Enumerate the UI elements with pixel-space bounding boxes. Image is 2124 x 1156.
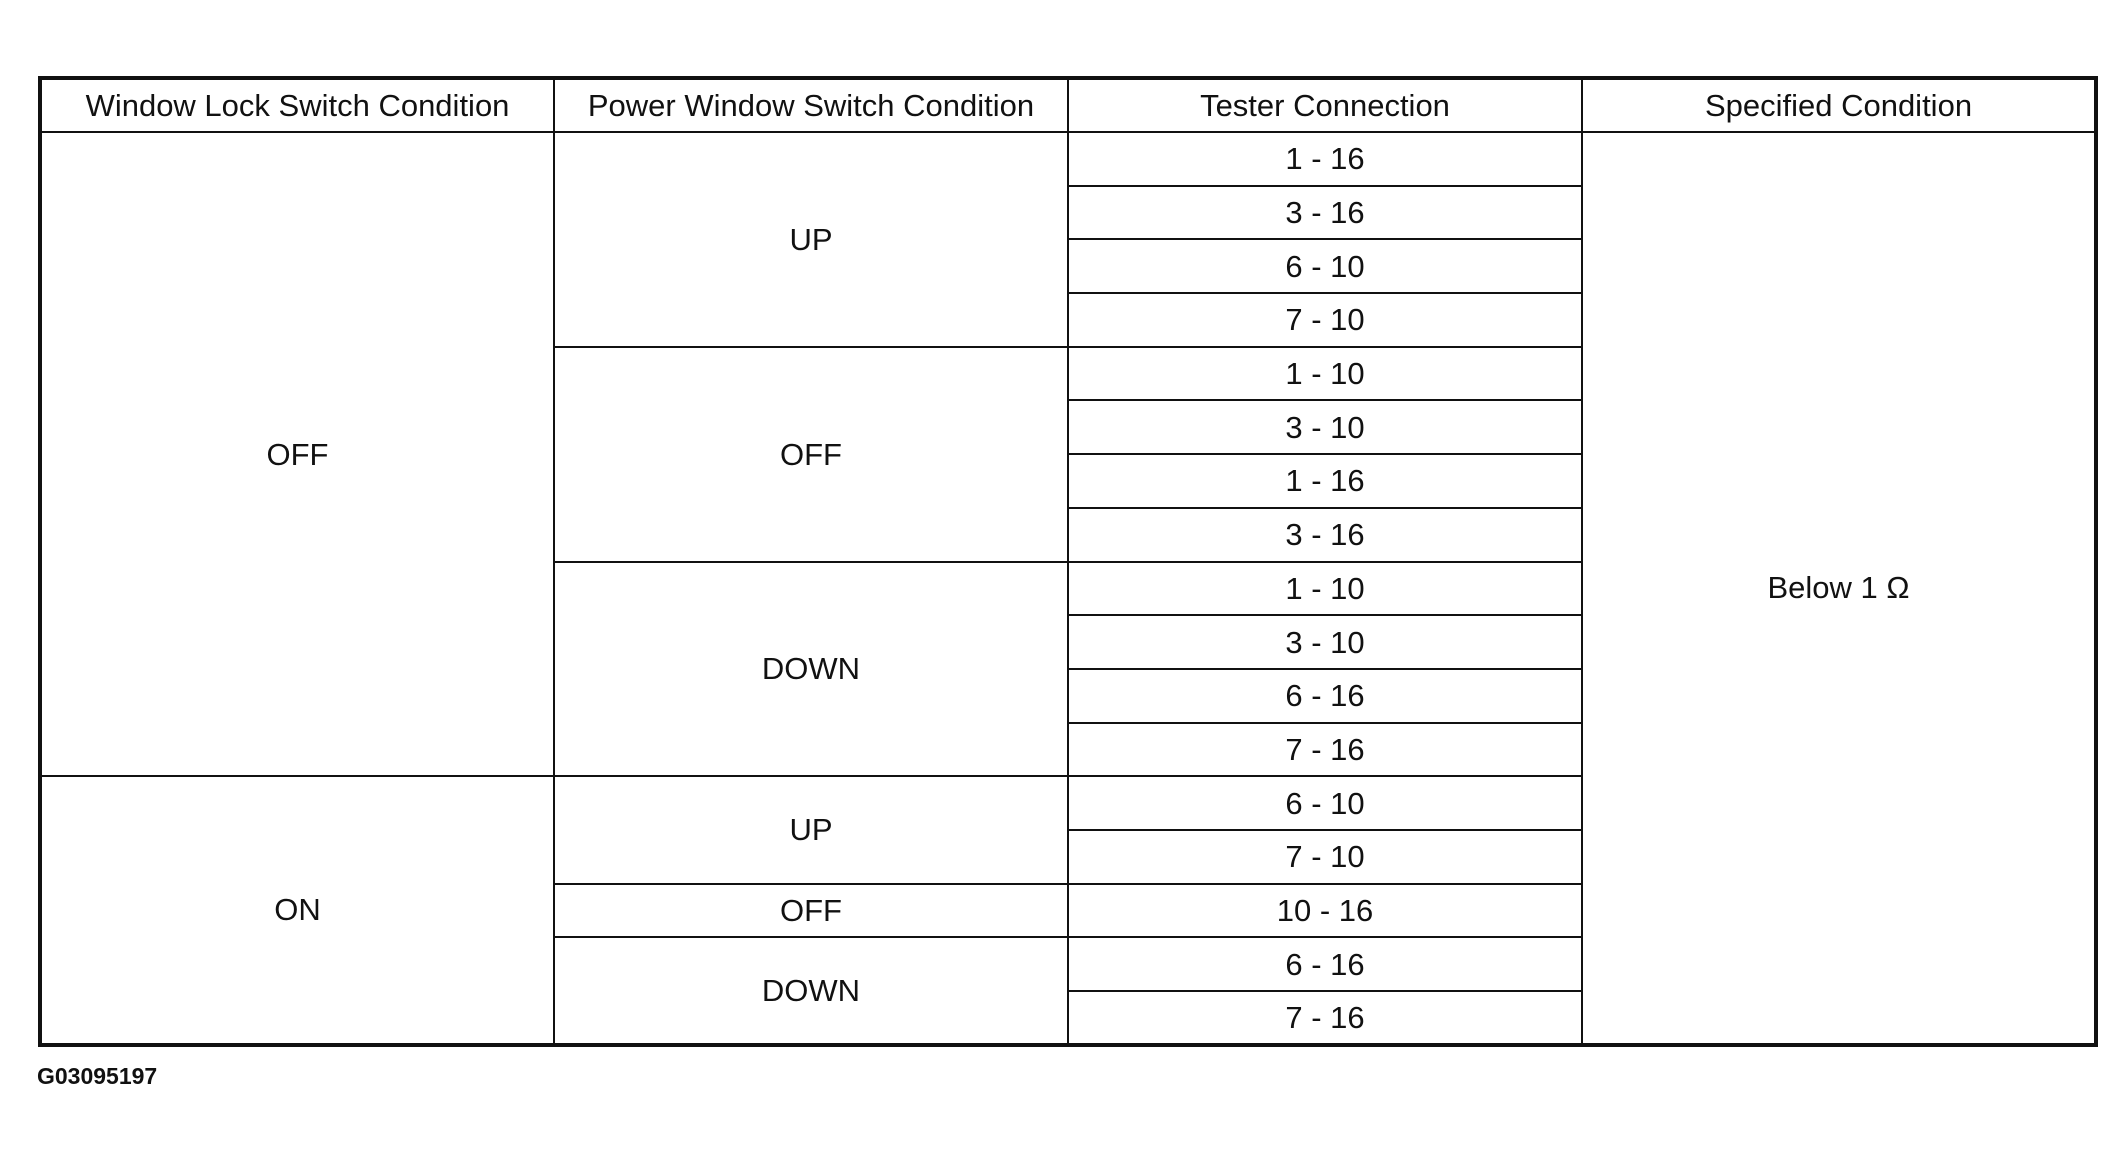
tester-connection-cell: 1 - 10 (1068, 347, 1582, 401)
header-tester-connection: Tester Connection (1068, 78, 1582, 132)
switch-inspection-table (38, 76, 2098, 1047)
tester-connection-cell: 3 - 10 (1068, 400, 1582, 454)
power-window-condition-cell: UP (554, 776, 1068, 883)
tester-connection-cell: 6 - 10 (1068, 776, 1582, 830)
table-row (40, 132, 2096, 186)
specified-condition-cell: Below 1 Ω (1582, 132, 2096, 1045)
tester-connection-cell: 1 - 16 (1068, 132, 1582, 186)
power-window-condition-cell: OFF (554, 884, 1068, 938)
header-window-lock-switch-condition: Window Lock Switch Condition (40, 78, 554, 132)
header-power-window-switch-condition: Power Window Switch Condition (554, 78, 1068, 132)
tester-connection-cell: 7 - 16 (1068, 991, 1582, 1045)
tester-connection-cell: 6 - 16 (1068, 669, 1582, 723)
window-lock-condition-cell: ON (40, 776, 554, 1044)
tester-connection-cell: 3 - 16 (1068, 508, 1582, 562)
power-window-condition-cell: DOWN (554, 937, 1068, 1044)
figure-id-label: G03095197 (37, 1063, 158, 1089)
header-specified-condition: Specified Condition (1582, 78, 2096, 132)
tester-connection-cell: 7 - 10 (1068, 293, 1582, 347)
tester-connection-cell: 7 - 16 (1068, 723, 1582, 777)
power-window-condition-cell: DOWN (554, 562, 1068, 777)
power-window-condition-cell: UP (554, 132, 1068, 347)
tester-connection-cell: 3 - 16 (1068, 186, 1582, 240)
tester-connection-cell: 10 - 16 (1068, 884, 1582, 938)
tester-connection-cell: 7 - 10 (1068, 830, 1582, 884)
tester-connection-cell: 6 - 10 (1068, 239, 1582, 293)
power-window-condition-cell: OFF (554, 347, 1068, 562)
window-lock-condition-cell: OFF (40, 132, 554, 776)
table-header-row (40, 78, 2096, 132)
tester-connection-cell: 3 - 10 (1068, 615, 1582, 669)
tester-connection-cell: 6 - 16 (1068, 937, 1582, 991)
tester-connection-cell: 1 - 16 (1068, 454, 1582, 508)
tester-connection-cell: 1 - 10 (1068, 562, 1582, 616)
